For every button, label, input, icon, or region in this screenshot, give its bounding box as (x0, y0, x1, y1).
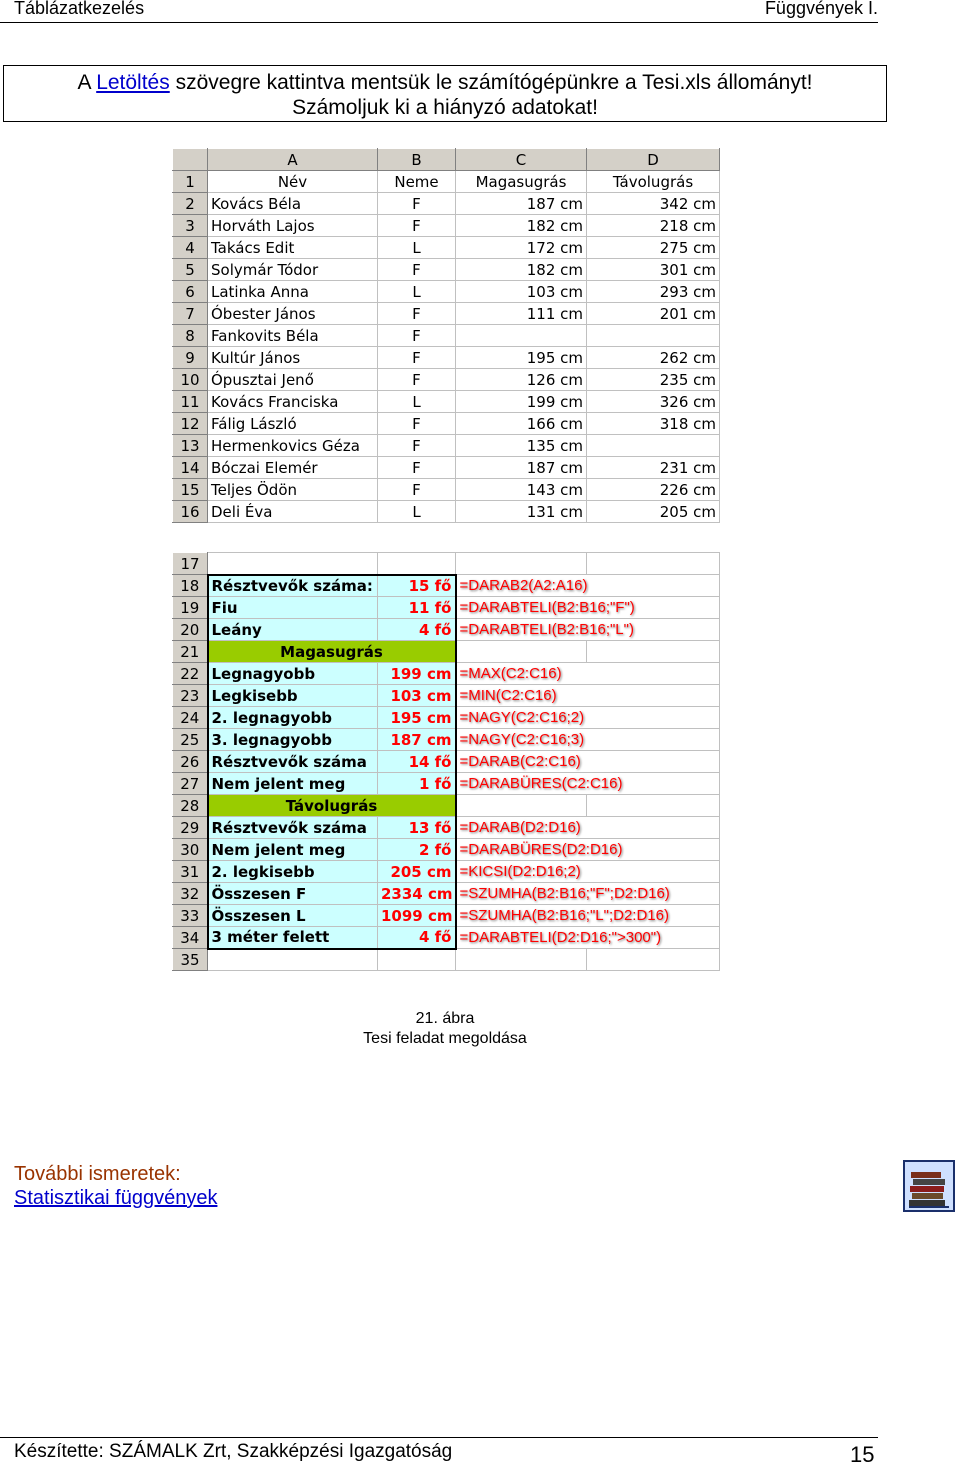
cell[interactable]: 182 cm (456, 259, 587, 281)
table-row (173, 259, 720, 281)
figure-number: 21. ábra (415, 1010, 475, 1027)
row-header[interactable]: 21 (173, 641, 208, 663)
row-header[interactable]: 4 (173, 237, 208, 259)
row-header[interactable]: 17 (173, 553, 208, 575)
table-row (173, 193, 720, 215)
result-cell[interactable]: 2 fő (378, 839, 456, 861)
column-header[interactable]: D (587, 149, 720, 171)
formula-annotation: =DARAB(C2:C16) (456, 751, 720, 773)
row-header[interactable]: 25 (173, 729, 208, 751)
label-cell[interactable]: 3. legnagyobb (208, 729, 378, 751)
table-row (173, 949, 720, 971)
formula-annotation: =NAGY(C2:C16;3) (456, 729, 720, 751)
row-header[interactable]: 11 (173, 391, 208, 413)
row-header[interactable]: 30 (173, 839, 208, 861)
formula-annotation: =NAGY(C2:C16;2) (456, 707, 720, 729)
cell[interactable]: Takács Edit (208, 237, 378, 259)
formula-annotation: =SZUMHA(B2:B16;"F";D2:D16) (456, 883, 720, 905)
row-header[interactable]: 29 (173, 817, 208, 839)
row-header[interactable]: 12 (173, 413, 208, 435)
cell[interactable]: 318 cm (587, 413, 720, 435)
cell[interactable]: 226 cm (587, 479, 720, 501)
formula-annotation: =MAX(C2:C16) (456, 663, 720, 685)
cell[interactable] (456, 641, 587, 663)
table-row (173, 457, 720, 479)
table-row (173, 927, 720, 949)
formula-annotation: =DARABÜRES(D2:D16) (456, 839, 720, 861)
cell[interactable]: F (378, 413, 456, 435)
row-header[interactable]: 23 (173, 685, 208, 707)
row-header[interactable]: 15 (173, 479, 208, 501)
formula-annotation: =DARABTELI(B2:B16;"L") (456, 619, 720, 641)
table-row (173, 347, 720, 369)
row-header[interactable]: 19 (173, 597, 208, 619)
result-cell[interactable]: 187 cm (378, 729, 456, 751)
formula-annotation: =DARABTELI(D2:D16;">300") (456, 927, 720, 949)
cell[interactable]: 187 cm (456, 193, 587, 215)
cell[interactable]: F (378, 193, 456, 215)
table-row (173, 905, 720, 927)
cell[interactable]: 111 cm (456, 303, 587, 325)
cell[interactable]: 131 cm (456, 501, 587, 523)
cell[interactable]: Neme (378, 171, 456, 193)
row-header[interactable]: 34 (173, 927, 208, 949)
header-divider (0, 22, 878, 23)
cell[interactable]: Deli Éva (208, 501, 378, 523)
cell[interactable] (456, 949, 587, 971)
cell[interactable]: Magasugrás (456, 171, 587, 193)
data-sheet (172, 148, 720, 523)
solution-sheet (172, 552, 720, 971)
table-row (173, 861, 720, 883)
table-row (173, 237, 720, 259)
figure-caption: Tesi feladat megoldása (363, 1030, 527, 1047)
row-header[interactable]: 33 (173, 905, 208, 927)
table-row (173, 391, 720, 413)
section-heading[interactable]: Magasugrás (208, 641, 456, 663)
cell[interactable]: Kovács Franciska (208, 391, 378, 413)
cell[interactable]: Fálig László (208, 413, 378, 435)
cell[interactable]: 235 cm (587, 369, 720, 391)
footer-divider (0, 1437, 878, 1438)
result-cell[interactable]: 195 cm (378, 707, 456, 729)
cell[interactable]: 326 cm (587, 391, 720, 413)
formula-annotation: =KICSI(D2:D16;2) (456, 861, 720, 883)
section-heading[interactable]: Távolugrás (208, 795, 456, 817)
header-chapter: Függvények I. (764, 0, 878, 18)
cell[interactable] (587, 553, 720, 575)
cell[interactable]: 231 cm (587, 457, 720, 479)
label-cell[interactable]: Nem jelent meg (208, 839, 378, 861)
table-row (173, 479, 720, 501)
result-cell[interactable]: 14 fő (378, 751, 456, 773)
formula-annotation: =DARABTELI(B2:B16;"F") (456, 597, 720, 619)
label-cell[interactable]: Legkisebb (208, 685, 378, 707)
cell[interactable]: Fankovits Béla (208, 325, 378, 347)
download-link[interactable]: Letöltés (96, 71, 170, 94)
row-header[interactable]: 16 (173, 501, 208, 523)
cell[interactable]: F (378, 259, 456, 281)
table-row (173, 685, 720, 707)
formula-annotation: =MIN(C2:C16) (456, 685, 720, 707)
cell[interactable]: F (378, 303, 456, 325)
formula-annotation: =DARAB2(A2:A16) (456, 575, 720, 597)
table-row (173, 575, 720, 597)
table-row (173, 597, 720, 619)
cell[interactable]: Távolugrás (587, 171, 720, 193)
cell[interactable]: Óbester János (208, 303, 378, 325)
instruction-prefix: A (77, 71, 97, 94)
result-cell[interactable]: 15 fő (378, 575, 456, 597)
cell[interactable]: 166 cm (456, 413, 587, 435)
row-header[interactable]: 3 (173, 215, 208, 237)
row-header[interactable]: 22 (173, 663, 208, 685)
table-row (173, 171, 720, 193)
label-cell[interactable]: Nem jelent meg (208, 773, 378, 795)
books-icon[interactable] (903, 1160, 955, 1212)
label-cell[interactable]: 3 méter felett (208, 927, 378, 949)
cell[interactable]: F (378, 457, 456, 479)
table-row (173, 325, 720, 347)
row-header[interactable]: 18 (173, 575, 208, 597)
cell[interactable] (587, 949, 720, 971)
row-header[interactable]: 2 (173, 193, 208, 215)
row-header[interactable]: 27 (173, 773, 208, 795)
cell[interactable]: 342 cm (587, 193, 720, 215)
row-header[interactable]: 35 (173, 949, 208, 971)
row-header[interactable]: 5 (173, 259, 208, 281)
cell[interactable] (208, 553, 378, 575)
header-title: Táblázatkezelés (14, 0, 145, 18)
table-row (173, 751, 720, 773)
row-header[interactable]: 13 (173, 435, 208, 457)
table-row (173, 281, 720, 303)
label-cell[interactable]: Résztvevők száma: (208, 575, 378, 597)
result-cell[interactable]: 11 fő (378, 597, 456, 619)
result-cell[interactable]: 2334 cm (378, 883, 456, 905)
cell[interactable] (587, 435, 720, 457)
cell[interactable] (456, 553, 587, 575)
cell[interactable] (378, 949, 456, 971)
label-cell[interactable]: Fiu (208, 597, 378, 619)
formula-annotation: =DARABÜRES(C2:C16) (456, 773, 720, 795)
cell[interactable]: 293 cm (587, 281, 720, 303)
cell[interactable]: L (378, 237, 456, 259)
row-header[interactable]: 8 (173, 325, 208, 347)
cell[interactable]: F (378, 215, 456, 237)
cell[interactable]: Latinka Anna (208, 281, 378, 303)
table-row (173, 303, 720, 325)
cell[interactable]: Név (208, 171, 378, 193)
table-row (173, 369, 720, 391)
column-header[interactable]: B (378, 149, 456, 171)
cell[interactable]: F (378, 369, 456, 391)
cell[interactable] (587, 641, 720, 663)
table-row (173, 619, 720, 641)
formula-annotation: =DARAB(D2:D16) (456, 817, 720, 839)
table-row (173, 795, 720, 817)
label-cell[interactable]: Összesen F (208, 883, 378, 905)
further-reading-label: További ismeretek: (14, 1163, 181, 1185)
result-cell[interactable]: 199 cm (378, 663, 456, 685)
table-row (173, 663, 720, 685)
cell[interactable] (456, 795, 587, 817)
table-row (173, 883, 720, 905)
label-cell[interactable]: 2. legnagyobb (208, 707, 378, 729)
result-cell[interactable]: 4 fő (378, 927, 456, 949)
cell[interactable]: 103 cm (456, 281, 587, 303)
cell[interactable]: 301 cm (587, 259, 720, 281)
cell[interactable]: Bóczai Elemér (208, 457, 378, 479)
row-header[interactable]: 9 (173, 347, 208, 369)
cell[interactable]: 201 cm (587, 303, 720, 325)
cell[interactable]: 218 cm (587, 215, 720, 237)
label-cell[interactable]: Összesen L (208, 905, 378, 927)
result-cell[interactable]: 4 fő (378, 619, 456, 641)
table-row (173, 641, 720, 663)
cell[interactable] (587, 795, 720, 817)
table-row (173, 215, 720, 237)
statistics-functions-link[interactable]: Statisztikai függvények (14, 1187, 218, 1209)
result-cell[interactable]: 103 cm (378, 685, 456, 707)
cell[interactable]: Horváth Lajos (208, 215, 378, 237)
table-row (173, 413, 720, 435)
table-row (173, 435, 720, 457)
cell[interactable]: 275 cm (587, 237, 720, 259)
cell[interactable]: 135 cm (456, 435, 587, 457)
table-row (173, 773, 720, 795)
cell[interactable]: Teljes Ödön (208, 479, 378, 501)
cell[interactable]: L (378, 281, 456, 303)
cell[interactable]: F (378, 435, 456, 457)
label-cell[interactable]: 2. legkisebb (208, 861, 378, 883)
row-header[interactable]: 28 (173, 795, 208, 817)
cell[interactable] (378, 553, 456, 575)
cell[interactable]: 205 cm (587, 501, 720, 523)
cell[interactable]: F (378, 479, 456, 501)
table-row (173, 729, 720, 751)
result-cell[interactable]: 13 fő (378, 817, 456, 839)
instruction-box (3, 65, 887, 122)
cell[interactable]: 199 cm (456, 391, 587, 413)
cell[interactable] (208, 949, 378, 971)
cell[interactable] (456, 325, 587, 347)
table-row (173, 501, 720, 523)
cell[interactable]: F (378, 325, 456, 347)
footer-author: Készítette: SZÁMALK Zrt, Szakképzési Igazgatóság (14, 1441, 453, 1462)
row-header[interactable]: 24 (173, 707, 208, 729)
label-cell[interactable]: Résztvevők száma (208, 751, 378, 773)
row-header[interactable]: 20 (173, 619, 208, 641)
row-header[interactable]: 31 (173, 861, 208, 883)
cell[interactable]: Ópusztai Jenő (208, 369, 378, 391)
result-cell[interactable]: 1 fő (378, 773, 456, 795)
cell[interactable]: 195 cm (456, 347, 587, 369)
cell[interactable]: 262 cm (587, 347, 720, 369)
formula-annotation: =SZUMHA(B2:B16;"L";D2:D16) (456, 905, 720, 927)
instruction-text: szövegre kattintva mentsük le számítógépünkre a Tesi.xls állományt! (169, 71, 813, 94)
row-header[interactable]: 10 (173, 369, 208, 391)
row-header[interactable]: 7 (173, 303, 208, 325)
table-row (173, 553, 720, 575)
column-header-row (173, 149, 720, 171)
column-header[interactable]: C (456, 149, 587, 171)
label-cell[interactable]: Legnagyobb (208, 663, 378, 685)
table-row (173, 817, 720, 839)
cell[interactable]: 187 cm (456, 457, 587, 479)
cell[interactable]: 126 cm (456, 369, 587, 391)
row-header[interactable]: 32 (173, 883, 208, 905)
page-number: 15 (850, 1442, 875, 1467)
cell[interactable]: L (378, 501, 456, 523)
cell[interactable]: Kovács Béla (208, 193, 378, 215)
cell[interactable]: Kultúr János (208, 347, 378, 369)
row-header[interactable]: 1 (173, 171, 208, 193)
cell[interactable] (587, 325, 720, 347)
table-row (173, 839, 720, 861)
cell[interactable]: Solymár Tódor (208, 259, 378, 281)
instruction-line2: Számoljuk ki a hiányzó adatokat! (292, 96, 598, 119)
cell[interactable]: Hermenkovics Géza (208, 435, 378, 457)
column-header[interactable]: A (208, 149, 378, 171)
cell[interactable]: 182 cm (456, 215, 587, 237)
table-row (173, 707, 720, 729)
row-header[interactable]: 26 (173, 751, 208, 773)
cell[interactable]: 143 cm (456, 479, 587, 501)
cell[interactable]: L (378, 391, 456, 413)
label-cell[interactable]: Leány (208, 619, 378, 641)
cell[interactable]: 172 cm (456, 237, 587, 259)
result-cell[interactable]: 1099 cm (378, 905, 456, 927)
cell[interactable]: F (378, 347, 456, 369)
corner-cell[interactable] (173, 149, 208, 171)
row-header[interactable]: 6 (173, 281, 208, 303)
row-header[interactable]: 14 (173, 457, 208, 479)
label-cell[interactable]: Résztvevők száma (208, 817, 378, 839)
result-cell[interactable]: 205 cm (378, 861, 456, 883)
